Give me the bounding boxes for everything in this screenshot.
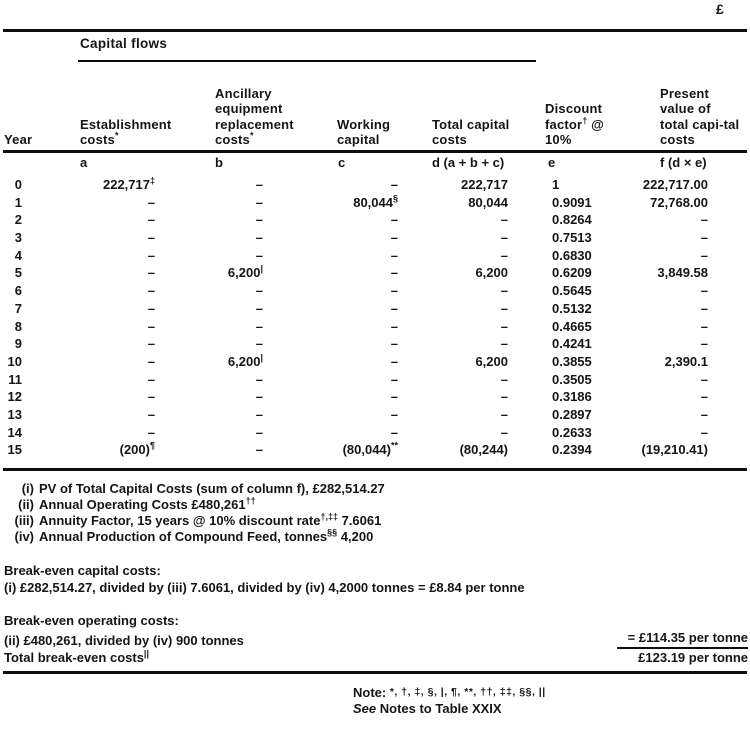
- table-cell: –: [147, 265, 155, 281]
- column-header-label: @ 10%: [545, 116, 605, 148]
- table-cell: –: [147, 389, 155, 405]
- table-cell: –: [500, 283, 508, 299]
- column-header-total-capital-costs: Total capital costs: [432, 116, 510, 148]
- table-cell: –: [147, 406, 155, 422]
- note-text: [39, 513, 381, 529]
- year-cell: 2: [14, 212, 22, 228]
- table-cell: 0.9091: [552, 194, 592, 210]
- column-header-present-value: Present value of total capi-tal costs: [660, 85, 740, 148]
- year-cell: 12: [7, 389, 22, 405]
- table-cell: –: [147, 353, 155, 369]
- table-cell: –: [700, 230, 708, 246]
- footnote-mark: ‡: [149, 175, 155, 186]
- column-letter-c: c: [338, 155, 346, 170]
- note-number: (ii): [18, 497, 34, 512]
- table-cell: –: [390, 247, 398, 263]
- footnote-block: [353, 684, 546, 717]
- table-cell: –: [255, 424, 263, 440]
- table-cell: 80,044§: [353, 193, 398, 210]
- breakeven-operating-title: Break-even operating costs:: [4, 613, 179, 628]
- column-header-year: Year: [4, 132, 33, 148]
- footnote-mark: |: [260, 352, 263, 363]
- table-cell: –: [255, 336, 263, 352]
- note-text-segment: Annual Operating Costs £480,261: [39, 497, 246, 512]
- table-cell: –: [390, 336, 398, 352]
- table-cell: –: [255, 247, 263, 263]
- table-cell: 222,717: [461, 177, 508, 192]
- table-cell: –: [147, 230, 155, 246]
- table-cell: –: [255, 371, 263, 387]
- table-cell: –: [390, 283, 398, 299]
- table-cell: –: [390, 353, 398, 369]
- table-cell: –: [147, 336, 155, 352]
- currency-symbol: £: [716, 1, 724, 17]
- capital-flows-underline: [78, 60, 536, 62]
- footnote-mark: *: [249, 131, 254, 142]
- column-header-discount-factor: [545, 101, 633, 148]
- table-row: [0, 229, 708, 247]
- note-text-segment: Annuity Factor, 15 years @ 10% discount rate: [39, 513, 321, 528]
- breakeven-capital-section: [4, 562, 525, 596]
- numbered-notes: [4, 481, 385, 545]
- table-cell: –: [500, 212, 508, 228]
- table-row: [0, 441, 708, 459]
- table-cell: 0.4665: [552, 318, 592, 334]
- table-cell: 222,717.00: [642, 177, 708, 192]
- table-cell: 72,768.00: [650, 194, 708, 210]
- table-cell: 6,200: [475, 353, 508, 369]
- table-cell: –: [500, 300, 508, 316]
- table-cell: –: [500, 318, 508, 334]
- column-letter-a: a: [80, 155, 88, 170]
- table-cell: (200)¶: [119, 440, 155, 458]
- year-cell: 11: [8, 371, 22, 387]
- column-letter-f: f (d × e): [660, 155, 707, 170]
- note-text-segment: 7.6061: [337, 513, 382, 528]
- table-cell: –: [500, 389, 508, 405]
- table-cell: 0.3855: [552, 353, 592, 369]
- column-header-ancillary-costs: [215, 86, 315, 148]
- year-cell: 13: [7, 406, 22, 422]
- breakeven-operating-result: = £114.35 per tonne: [617, 629, 748, 649]
- table-cell: 0.2633: [552, 424, 592, 440]
- table-row: [0, 211, 708, 229]
- table-row: [0, 406, 708, 424]
- table-cell: –: [390, 230, 398, 246]
- footnote-mark: **: [390, 440, 398, 451]
- table-row: [0, 424, 708, 442]
- note-number: (iii): [14, 513, 34, 528]
- table-cell: 0.5645: [552, 283, 592, 299]
- breakeven-operating-section: [4, 612, 748, 666]
- table-cell: –: [700, 212, 708, 228]
- table-cell: –: [255, 442, 263, 458]
- table-cell: –: [390, 212, 398, 228]
- note-text: [39, 497, 256, 513]
- footnote-label: Note:: [353, 685, 387, 700]
- table-row: [0, 371, 708, 389]
- table-cell: –: [147, 300, 155, 316]
- note-line: [4, 497, 385, 513]
- table-row: [0, 388, 708, 406]
- table-row: [0, 176, 708, 194]
- table-cell: –: [390, 177, 398, 192]
- table-cell: –: [700, 389, 708, 405]
- breakeven-total-result: £123.19 per tonne: [638, 650, 748, 665]
- table-cell: 0.6830: [552, 247, 592, 263]
- table-body: [0, 176, 708, 459]
- table-cell: –: [390, 371, 398, 387]
- table-cell: –: [700, 424, 708, 440]
- table-cell: –: [255, 194, 263, 210]
- note-number: (i): [21, 481, 34, 496]
- table-cell: –: [500, 247, 508, 263]
- note-text-segment: PV of Total Capital Costs (sum of column f), £282,514.27: [39, 481, 385, 496]
- table-cell: 0.5132: [552, 300, 592, 316]
- column-header-label: Discount factor: [545, 101, 603, 132]
- note-number: (iv): [14, 529, 34, 544]
- year-cell: 8: [14, 318, 22, 334]
- breakeven-capital-title: Break-even capital costs:: [4, 563, 161, 578]
- footnote-mark: |: [260, 264, 263, 275]
- table-cell: –: [700, 371, 708, 387]
- table-row: [0, 353, 708, 371]
- note-text: [39, 481, 385, 497]
- year-cell: 10: [7, 353, 22, 369]
- table-cell: –: [500, 406, 508, 422]
- table-cell: –: [147, 318, 155, 334]
- table-cell: 2,390.1: [664, 353, 708, 369]
- table-cell: –: [147, 194, 155, 210]
- column-header-establishment-costs: [80, 117, 192, 148]
- table-cell: –: [700, 336, 708, 352]
- table-cell: –: [255, 230, 263, 246]
- column-header-working-capital: Working capital: [337, 116, 391, 148]
- table-cell: 80,044: [468, 194, 508, 210]
- footnote-mark: ¶: [149, 440, 155, 451]
- year-cell: 9: [14, 336, 22, 352]
- table-cell: –: [700, 318, 708, 334]
- breakeven-total-row: [4, 649, 748, 666]
- table-cell: (80,244): [459, 442, 508, 458]
- table-cell: –: [700, 283, 708, 299]
- year-cell: 1: [14, 194, 22, 210]
- year-cell: 14: [7, 424, 22, 440]
- column-header-label: Ancillary equipment replacement costs: [215, 85, 294, 148]
- year-cell: 0: [14, 177, 22, 192]
- footnote-mark: †,‡‡: [320, 511, 338, 522]
- table-cell: –: [390, 424, 398, 440]
- table-cell: –: [390, 389, 398, 405]
- table-cell: –: [147, 283, 155, 299]
- footnote-symbols-line: [353, 684, 546, 701]
- year-cell: 3: [14, 230, 22, 246]
- table-cell: 6,200|: [227, 264, 263, 281]
- table-cell: 0.6209: [552, 265, 592, 281]
- table-cell: –: [255, 389, 263, 405]
- table-cell: –: [700, 300, 708, 316]
- table-cell: 0.2897: [552, 406, 592, 422]
- footnote-mark: §: [392, 193, 398, 204]
- footnote-mark: ††: [245, 495, 256, 506]
- note-line: [4, 529, 385, 545]
- table-cell: –: [500, 371, 508, 387]
- bottom-rule: [3, 671, 747, 674]
- footnote-reference-line: [353, 701, 546, 717]
- table-cell: –: [255, 318, 263, 334]
- table-row: [0, 318, 708, 336]
- table-cell: –: [390, 318, 398, 334]
- breakeven-operating-left: (ii) £480,261, divided by (iv) 900 tonnes: [4, 633, 244, 648]
- table-row: [0, 282, 708, 300]
- breakeven-operating-row: [4, 629, 748, 649]
- footnote-mark: ||: [143, 648, 149, 659]
- table-row: [0, 264, 708, 282]
- column-letter-e: e: [548, 155, 556, 170]
- column-letter-d: d (a + b + c): [432, 155, 505, 170]
- table-cell: 0.3186: [552, 389, 592, 405]
- note-text-segment: 4,200: [337, 529, 374, 544]
- table-cell: 3,849.58: [657, 265, 708, 281]
- table-cell: –: [147, 371, 155, 387]
- table-cell: 0.4241: [552, 336, 592, 352]
- table-cell: –: [147, 247, 155, 263]
- column-letter-b: b: [215, 155, 223, 170]
- note-line: [4, 513, 385, 529]
- table-row: [0, 247, 708, 265]
- breakeven-total-text: Total break-even costs: [4, 650, 144, 665]
- year-cell: 7: [14, 300, 22, 316]
- year-cell: 5: [14, 265, 22, 281]
- table-cell: –: [500, 424, 508, 440]
- year-cell: 15: [7, 442, 22, 458]
- table-cell: 1: [552, 177, 560, 192]
- footnote-symbols: *, †, ‡, §, |, ¶, **, ††, ‡‡, §§, ||: [389, 686, 546, 698]
- table-cell: –: [255, 300, 263, 316]
- table-cell: –: [255, 212, 263, 228]
- table-cell: –: [700, 406, 708, 422]
- table-cell: 6,200: [475, 265, 508, 281]
- table-cell: 0.7513: [552, 230, 592, 246]
- year-cell: 6: [14, 283, 22, 299]
- table-cell: 222,717‡: [102, 175, 155, 192]
- table-cell: –: [700, 247, 708, 263]
- table-row: [0, 335, 708, 353]
- table-cell: –: [255, 177, 263, 192]
- table-cell: 0.8264: [552, 212, 592, 228]
- footnote-mark: §§: [327, 527, 338, 538]
- table-cell: (80,044)**: [342, 440, 398, 458]
- table-cell: –: [500, 230, 508, 246]
- table-row: [0, 194, 708, 212]
- note-text: [39, 529, 373, 545]
- table-cell: (19,210.41): [641, 442, 708, 458]
- table-cell: 0.2394: [552, 442, 592, 458]
- table-row: [0, 300, 708, 318]
- table-cell: –: [255, 406, 263, 422]
- footnote-mark: *: [114, 131, 119, 142]
- footnote-mark: †: [582, 115, 588, 126]
- footnote-see: See: [353, 701, 377, 716]
- table-cell: 0.3505: [552, 371, 592, 387]
- year-cell: 4: [14, 247, 22, 263]
- table-cell: –: [147, 212, 155, 228]
- breakeven-capital-line: (i) £282,514.27, divided by (iii) 7.6061, divided by (iv) 4,2000 tonnes = £8.84 per tonne: [4, 580, 525, 595]
- column-header-label: Establishment costs: [80, 116, 172, 148]
- footnote-reference: Notes to Table XXIX: [376, 701, 502, 716]
- table-cell: –: [390, 406, 398, 422]
- group-header-capital-flows: Capital flows: [80, 36, 168, 51]
- note-line: [4, 481, 385, 497]
- note-text-segment: Annual Production of Compound Feed, tonnes: [39, 529, 328, 544]
- table-cell: –: [390, 265, 398, 281]
- header-rule: [3, 150, 747, 153]
- table-cell: –: [255, 283, 263, 299]
- table-cell: –: [390, 300, 398, 316]
- top-rule: [3, 29, 747, 32]
- table-bottom-rule: [3, 468, 747, 471]
- table-cell: –: [147, 424, 155, 440]
- breakeven-total-label: [4, 649, 149, 666]
- table-cell: 6,200|: [227, 352, 263, 369]
- table-cell: –: [500, 336, 508, 352]
